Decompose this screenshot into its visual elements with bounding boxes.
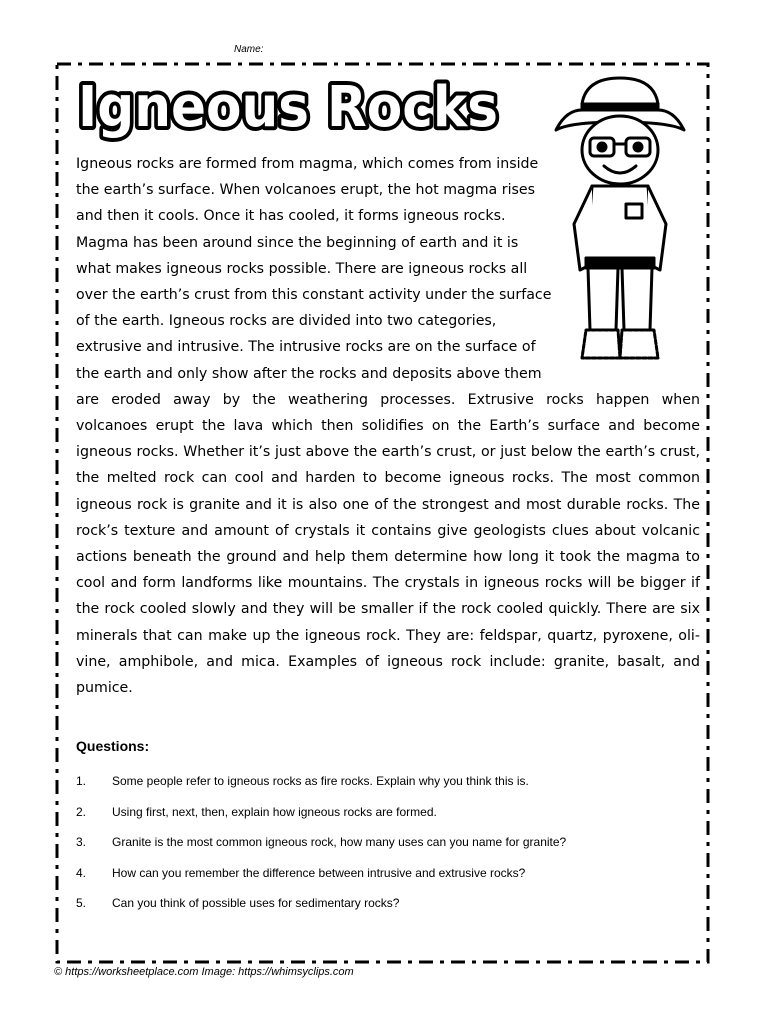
paragraph-line: and then it cools. Once it has cooled, it forms igneous rocks. <box>76 208 506 225</box>
name-label: Name: <box>234 44 264 55</box>
question-item <box>76 835 686 866</box>
question-number: 3. <box>76 835 87 850</box>
question-number: 5. <box>76 896 87 911</box>
question-text: Using first, next, then, explain how igneous rocks are formed. <box>112 804 437 819</box>
question-item <box>76 896 686 927</box>
page-title-text: Igneous Rocks <box>78 75 498 140</box>
paragraph-line: Magma has been around since the beginning of earth and it is <box>76 234 519 251</box>
paragraph-line: the rock cooled slowly and they will be smaller if the rock cooled quickly. There are six <box>76 601 700 618</box>
page-title <box>76 72 506 142</box>
question-number: 1. <box>76 774 87 788</box>
question-text: Some people refer to igneous rocks as fire rocks. Explain why you think this is. <box>112 774 529 788</box>
paragraph-line: actions beneath the ground and help them determine how long it took the magma to <box>76 549 700 566</box>
paragraph-line: cool and form landforms like mountains. The crystals in igneous rocks will be bigger if <box>76 575 700 592</box>
footer-credit[interactable]: © https://worksheetplace.com Image: https://whimsyclips.com <box>54 966 354 978</box>
question-text: How can you remember the difference between intrusive and extrusive rocks? <box>112 865 526 880</box>
intro-paragraph <box>76 151 700 701</box>
questions-heading: Questions: <box>76 738 150 754</box>
paragraph-line: over the earth’s crust from this constant activity under the surface <box>76 287 552 304</box>
question-text: Can you think of possible uses for sedimentary rocks? <box>112 896 400 911</box>
question-item <box>76 805 686 836</box>
paragraph-line: Igneous rocks are formed from magma, which comes from inside <box>76 156 539 172</box>
paragraph-line: the earth’s surface. When volcanoes erupt, the hot magma rises <box>76 182 536 199</box>
question-item <box>76 866 686 897</box>
paragraph-line: extrusive and intrusive. The intrusive rocks are on the surface of <box>76 339 536 356</box>
paragraph-line: of the earth. Igneous rocks are divided into two categories, <box>76 313 497 330</box>
paragraph-line: volcanoes erupt the lava which then solidifies on the Earth’s surface and become <box>76 418 700 435</box>
question-number: 4. <box>76 865 87 880</box>
paragraph-line: vine, amphibole, and mica. Examples of igneous rock include: granite, basalt, and <box>76 653 700 670</box>
paragraph-line: the earth and only show after the rocks and deposits above them <box>76 365 542 382</box>
paragraph-line: igneous rocks. Whether it’s just above the earth’s crust, or just below the earth’s crust, <box>76 444 700 461</box>
paragraph-line: what makes igneous rocks possible. There are igneous rocks all <box>76 260 528 277</box>
questions-list <box>76 774 686 927</box>
question-number: 2. <box>76 804 87 819</box>
question-text: Granite is the most common igneous rock, how many uses can you name for granite? <box>112 835 567 850</box>
paragraph-line: pumice. <box>76 680 133 697</box>
paragraph-line: the melted rock can cool and harden to become igneous rocks. The most common <box>76 470 700 487</box>
paragraph-line: are eroded away by the weathering processes. Extrusive rocks happen when <box>76 391 700 408</box>
paragraph-line: igneous rock is granite and it is also one of the strongest and most durable rocks. The <box>76 496 700 513</box>
paragraph-line: minerals that can make up the igneous rock. They are: feldspar, quartz, pyroxene, oli- <box>76 627 700 644</box>
paragraph-line: rock’s texture and amount of crystals it contains give geologists clues about volcanic <box>76 522 700 539</box>
question-item <box>76 774 686 805</box>
